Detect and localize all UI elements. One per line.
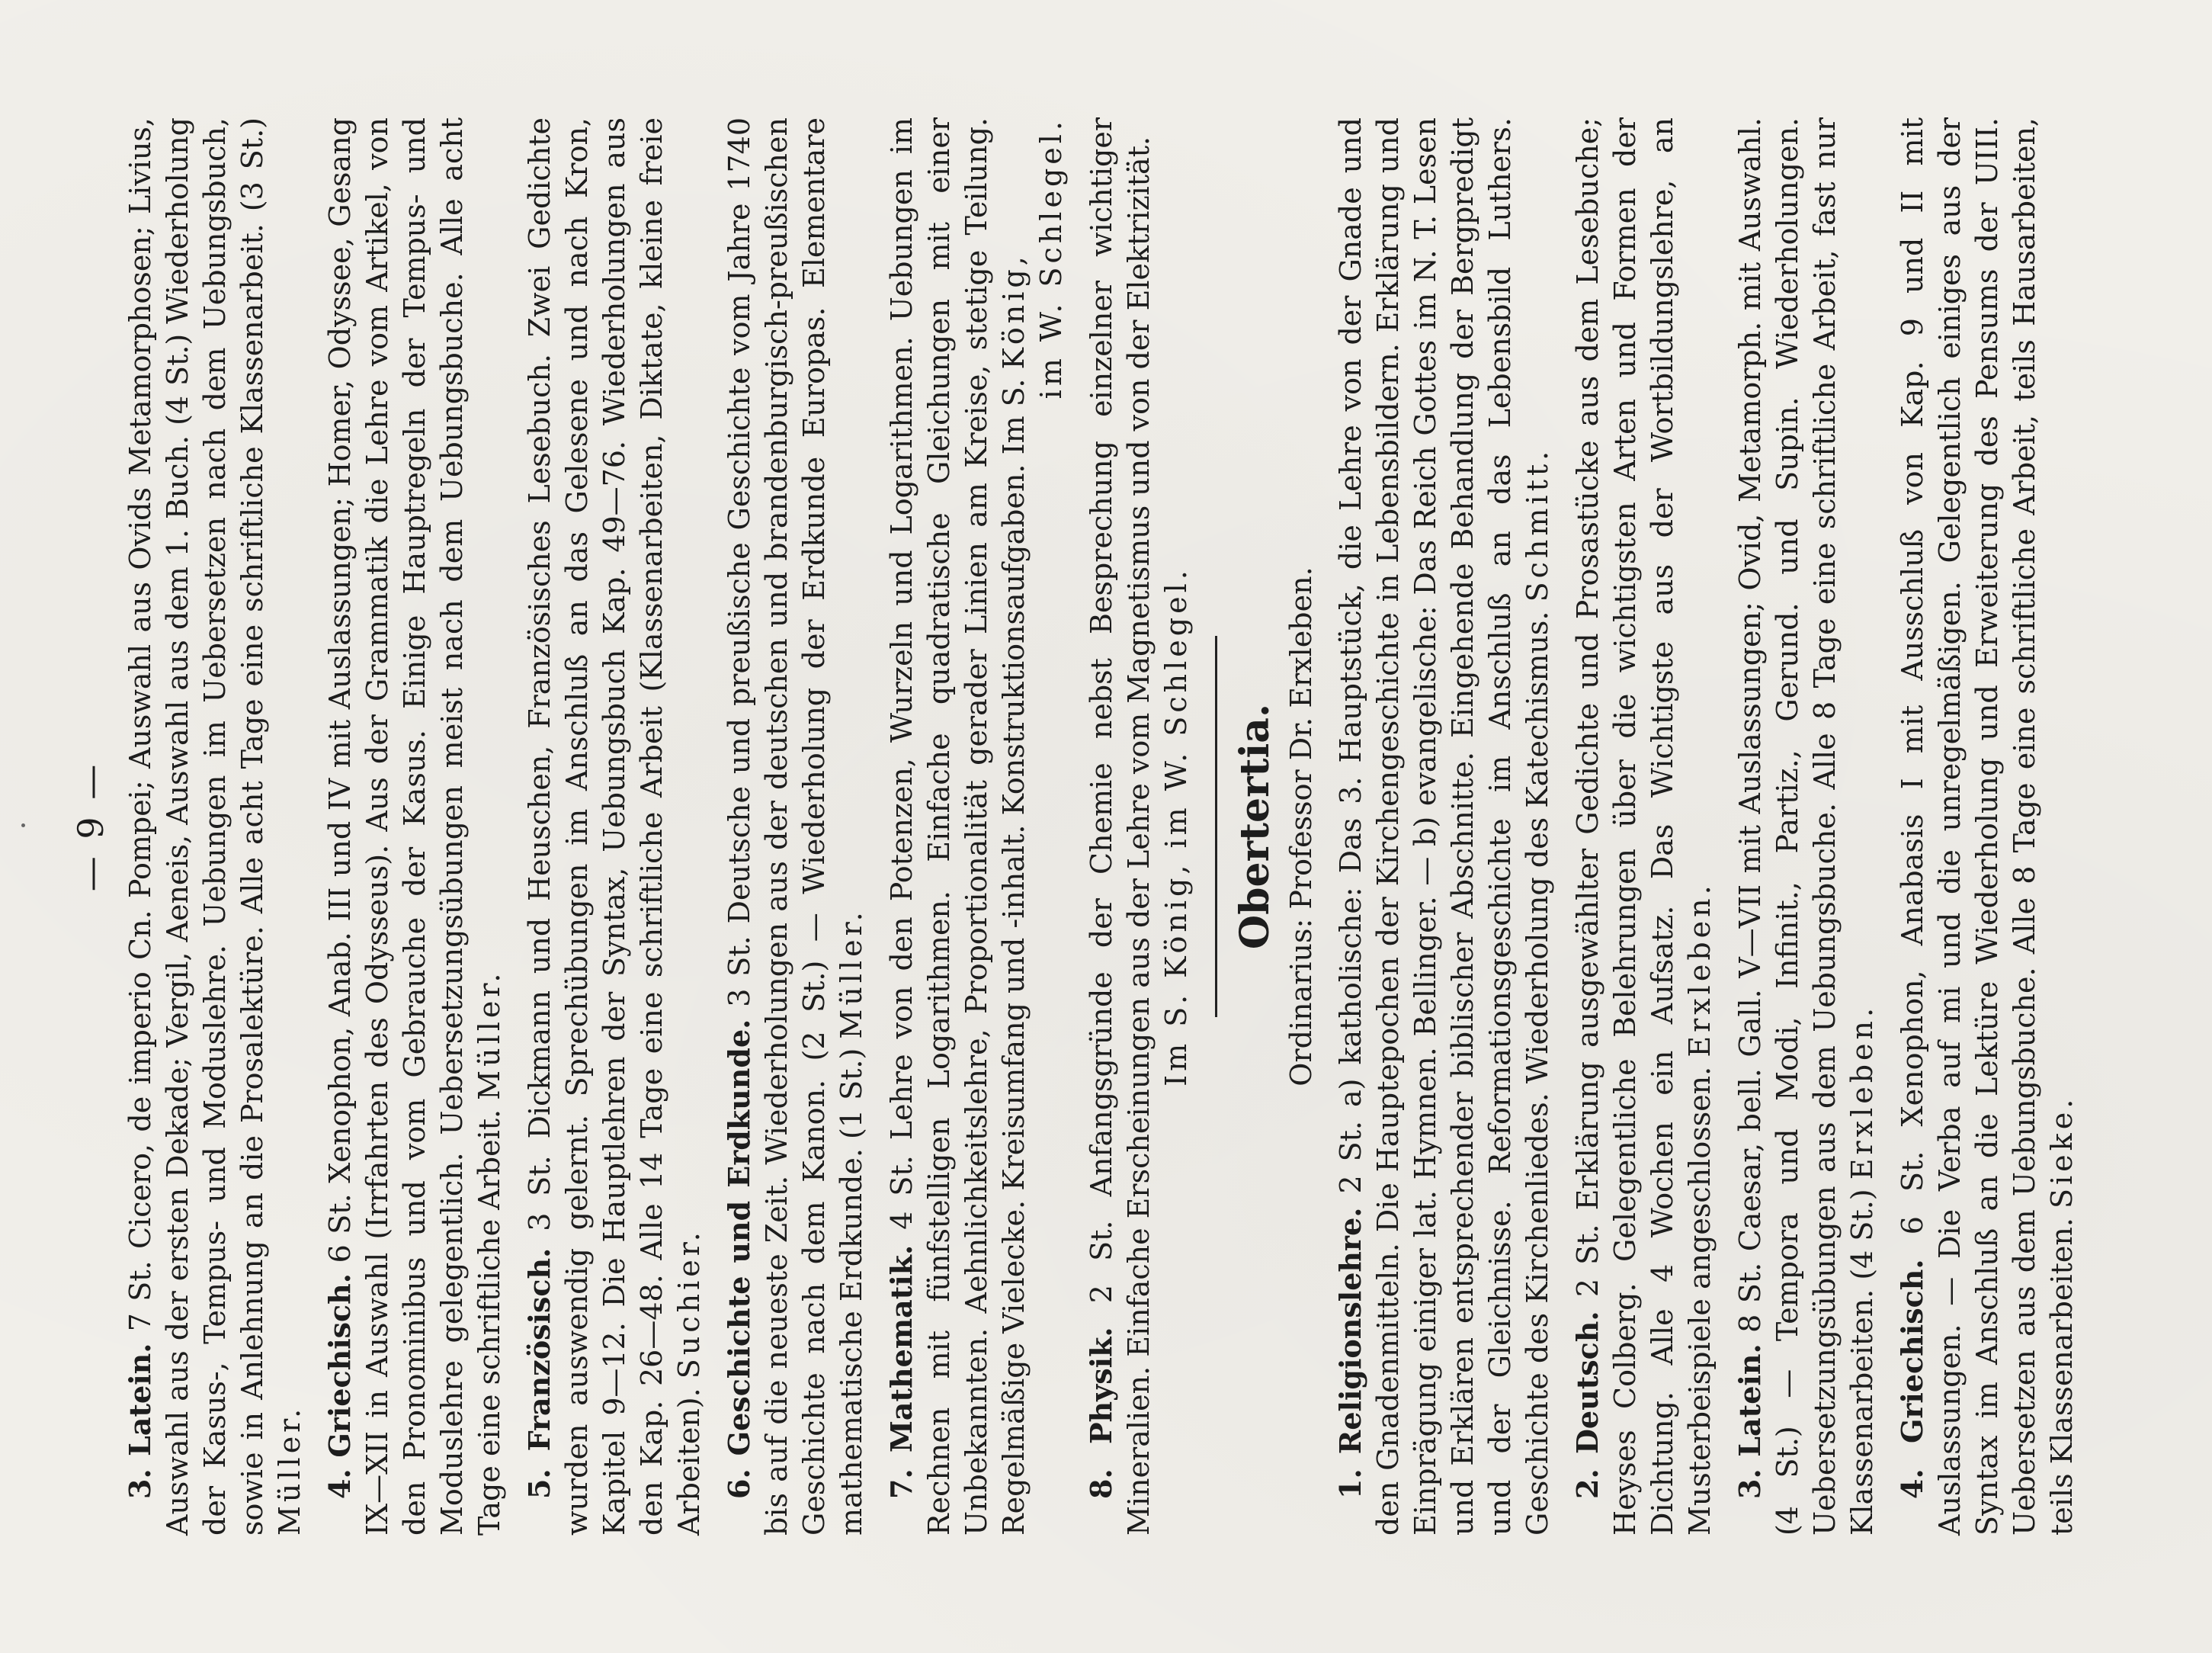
item-text: 6 St. Xenophon, Anabasis I mit Ausschluß von Kap. 9 und II mit Auslassungen. — Die Verba auf mi und die unregelmäßigen. Gelegentlich einiges aus der Syntax im Anschluß an die Lektüre Wiederholung und Erweiterung des Pensums der UIII. Uebersetzen aus dem Uebungsbuche. Alle 8 Tage eine schriftliche Arbeit, teils Hausarbeiten, teils Klassenarbeiten. — [1896, 117, 2079, 1536]
item-teacher: Suchier. — [672, 1228, 706, 1379]
item-text: 3 St. Deutsche und preußische Geschichte vom Jahre 1740 bis auf die neueste Zeit. Wiederholungen aus der deutschen und brandenburgisch-preußischen Geschichte nach dem Kanon. (2 St.) — Wiederholung der Erdkunde Europas. Elementare mathematische Erdkunde. (1 St.) — [723, 117, 868, 1536]
item-teacher: Müller. — [473, 969, 506, 1100]
item-latein-upper — [121, 117, 309, 1536]
item-text: 6 St. Xenophon, Anab. III und IV mit Auslassungen; Homer, Odyssee, Gesang IX—XII in Auswahl (Irrfahrten des Odysseus). Aus der Grammatik die Lehre vom Artikel, von den Pronominibus und vom Gebrauche der Kasus. Einige Hauptregeln der Tempus- und Moduslehre gelegentlich. Uebersetzungsübungen meist nach dem Uebungsbuche. Alle acht Tage eine schriftliche Arbeit. — [323, 117, 506, 1536]
item-text: 3 St. Dickmann und Heuschen, Französisches Lesebuch. Zwei Gedichte wurden auswendig gelernt. Sprechübungen im Anschluß an das Gelesene und nach Kron, Kapitel 9—12. Die Hauptlehren der Syntax, Uebungsbuch Kap. 49—76. Wiederholungen aus den Kap. 26—48. Alle 14 Tage eine schriftliche Arbeit (Klassenarbeiten, Diktate, kleine freie Arbeiten). — [523, 117, 706, 1536]
ordinarius-line: Ordinarius: Professor Dr. Erxleben. — [1284, 567, 1318, 1086]
item-lead: 6. Geschichte und Erdkunde. — [722, 1019, 756, 1499]
item-deutsch — [1569, 117, 1719, 1536]
item-text: 8 St. Caesar, bell. Gall. V—VII mit Auslassungen; Ovid, Metamorph. mit Auswahl. (4 St.) — Tempora und Modi, Infinit., Partiz., Gerund. und Supin. Wiederholungen. Uebersetzungsübungen aus dem Uebungsbuche. Alle 8 Tage eine schriftliche Arbeit, fast nur Klassenarbeiten. (4 St.) — [1733, 117, 1879, 1536]
item-teacher: Sieke. — [2045, 1095, 2079, 1208]
item-text: 2 St. Erklärung ausgewählter Gedichte und Prosastücke aus dem Lesebuche; Heyses Colberg. Gelegentliche Belehrungen über die wichtigsten Arten und Formen der Dichtung. Alle 4 Wochen ein Aufsatz. Das Wichtigste aus der Wortbildungslehre, an Musterbeispiele angeschlossen. — [1571, 117, 1717, 1536]
item-lead: 7. Mathematik. — [884, 1244, 918, 1499]
item-teacher-line: Im S. König, im W. Schlegel. — [1159, 567, 1193, 1086]
item-text: 2 St. Anfangsgründe der Chemie nebst Besprechung einzelner wichtiger Mineralien. Einfache Erscheinungen aus der Lehre vom Magnetismus und von der Elektrizität. — [1085, 117, 1156, 1536]
item-text: 7 St. Cicero, de imperio Cn. Pompei; Auswahl aus Ovids Metamorphosen; Livius, Auswahl aus der ersten Dekade; Vergil, Aeneis, Auswahl aus dem 1. Buch. (4 St.) Wiederholung der Kasus-, Tempus- und Moduslehre. Uebungen im Uebersetzen nach dem Uebungsbuch, sowie in Anlehnung an die Prosalektüre. Alle acht Tage eine schriftliche Klassenarbeit. (3 St.) — [123, 117, 269, 1536]
item-griechisch-lower — [1893, 117, 2081, 1536]
item-lead: 4. Griechisch. — [322, 1273, 357, 1499]
section-divider — [1215, 636, 1217, 1017]
item-latein-lower — [1731, 117, 1881, 1536]
item-religionslehre — [1332, 117, 1556, 1536]
page-number: — 9 — — [70, 761, 111, 892]
item-lead: 8. Physik. — [1084, 1327, 1118, 1499]
item-teacher-line: im W. Schlegel. — [1034, 117, 1068, 400]
rotated-document-page — [69, 102, 2079, 1551]
item-lead: 3. Latein. — [123, 1343, 157, 1499]
item-teacher: Erxleben. — [1683, 881, 1717, 1058]
item-lead: 5. Französisch. — [522, 1247, 556, 1499]
item-teacher: Erxleben. — [1845, 1003, 1879, 1180]
item-mathematik-teacher-line — [1033, 117, 1070, 1536]
item-teacher: Müller. — [273, 1404, 306, 1536]
scan-speck — [21, 823, 25, 827]
item-franzoesisch — [521, 117, 708, 1536]
item-teacher: König, — [997, 252, 1031, 370]
section-heading: Obertertia. — [1232, 703, 1278, 950]
item-lead: 3. Latein. — [1733, 1343, 1767, 1499]
item-griechisch-upper — [321, 117, 508, 1536]
item-geschichte-erdkunde — [720, 117, 870, 1536]
item-lead: 2. Deutsch. — [1570, 1311, 1605, 1499]
item-lead: 1. Religionslehre. — [1333, 1207, 1367, 1499]
item-lead: 4. Griechisch. — [1895, 1259, 1929, 1499]
item-mathematik — [883, 117, 1033, 1536]
item-text: 2 St. a) katholische: Das 3. Hauptstück, die Lehre von der Gnade und den Gnadenmitteln. Die Hauptepochen der Kirchengeschichte in Lebensbildern. Erklärung und Einprägung einiger lat. Hymnen. Bellinger. — b) evangelische: Das Reich Gottes im N. T. Lesen und Erklären entsprechender biblischer Abschnitte. Eingehende Behandlung der Bergpredigt und der Gleichnisse. Reformationsgeschichte im Anschluß an das Lebensbild Luthers. Geschichte des Kirchenliedes. Wiederholung des Katechismus. — [1334, 117, 1554, 1536]
item-physik-teacher-line — [1158, 117, 1195, 1536]
item-teacher: Schmitt. — [1521, 447, 1554, 602]
item-physik — [1082, 117, 1158, 1536]
item-teacher: Müller. — [835, 908, 868, 1039]
item-text: 4 St. Lehre von den Potenzen, Wurzeln und Logarithmen. Uebungen im Rechnen mit fünfstelligen Logarithmen. Einfache quadratische Gleichungen mit einer Unbekannten. Aehnlichkeitslehre, Proportionalität gerader Linien am Kreise, stetige Teilung. Regelmäßige Vielecke. Kreisumfang und -inhalt. Konstruktionsaufgaben. Im S. — [885, 117, 1031, 1536]
